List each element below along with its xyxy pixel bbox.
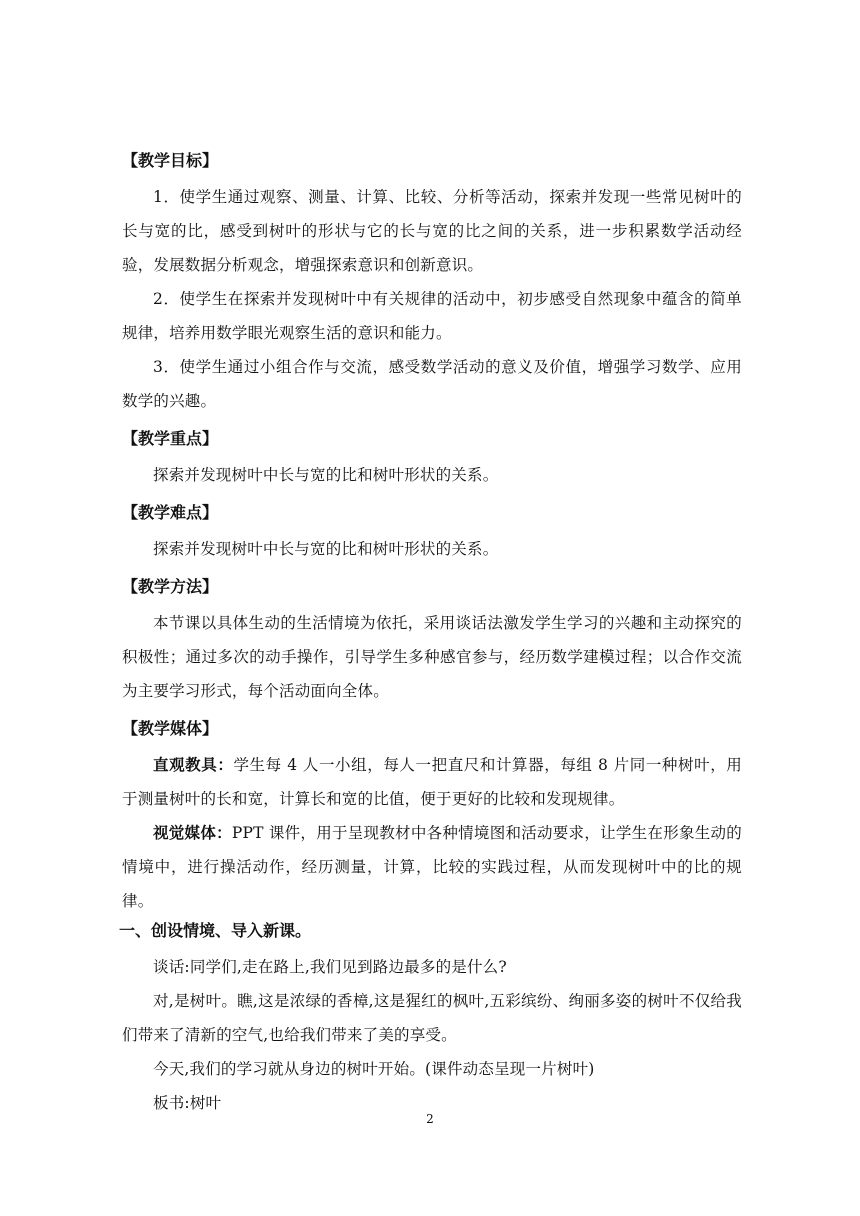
teaching-goals-heading: 【教学目标】: [122, 151, 219, 170]
media-visual-label: 视觉媒体：: [153, 824, 232, 842]
media-intuitive-paragraph: [122, 748, 742, 816]
media-visual-paragraph: [122, 816, 742, 918]
teaching-media-heading: 【教学媒体】: [122, 719, 219, 738]
teaching-difficulty-text: 探索并发现树叶中长与宽的比和树叶形状的关系。: [153, 540, 499, 558]
part-1-dialogue-1: 谈话:同学们,走在路上,我们见到路边最多的是什么?: [153, 958, 507, 976]
goal-2-paragraph: 2．使学生在探索并发现树叶中有关规律的活动中，初步感受自然现象中蕴含的简单规律，培养用数学眼光观察生活的意识和能力。: [122, 290, 742, 342]
teaching-method-text: 本节课以具体生动的生活情境为依托，采用谈话法激发学生学习的兴趣和主动探究的积极性；通过多次的动手操作，引导学生多种感官参与，经历数学建模过程；以合作交流为主要学习形式，每个活动面向全体。: [122, 614, 742, 700]
part-1-heading: 一、创设情境、导入新课。: [119, 921, 312, 940]
page-content: [119, 146, 742, 1120]
media-intuitive-text: 学生每 4 人一小组，每人一把直尺和计算器，每组 8 片同一种树叶，用于测量树叶的长和宽，计算长和宽的比值，便于更好的比较和发现规律。: [122, 756, 742, 808]
media-visual-text: PPT 课件，用于呈现教材中各种情境图和活动要求，让学生在形象生动的情境中，进行操活动作，经历测量，计算，比较的实践过程，从而发现树叶中的比的规律。: [122, 824, 742, 910]
part-1-dialogue-3: 今天,我们的学习就从身边的树叶开始。(课件动态呈现一片树叶): [153, 1060, 595, 1078]
teaching-key-heading: 【教学重点】: [122, 429, 219, 448]
goal-1-paragraph: 1．使学生通过观察、测量、计算、比较、分析等活动，探索并发现一些常见树叶的长与宽的比，感受到树叶的形状与它的长与宽的比之间的关系，进一步积累数学活动经验，发展数据分析观念，增强探索意识和创新意识。: [122, 188, 742, 274]
teaching-difficulty-heading: 【教学难点】: [122, 503, 219, 522]
media-intuitive-label: 直观教具：: [153, 756, 234, 774]
part-1-dialogue-2: 对,是树叶。瞧,这是浓绿的香樟,这是猩红的枫叶,五彩缤纷、绚丽多姿的树叶不仅给我们带来了清新的空气,也给我们带来了美的享受。: [122, 992, 742, 1044]
goal-3-paragraph: 3．使学生通过小组合作与交流，感受数学活动的意义及价值，增强学习数学、应用数学的兴趣。: [122, 358, 742, 410]
teaching-method-heading: 【教学方法】: [122, 577, 219, 596]
part-1-board-writing: 板书:树叶: [153, 1094, 222, 1112]
teaching-key-text: 探索并发现树叶中长与宽的比和树叶形状的关系。: [153, 466, 499, 484]
page-number: 2: [426, 1112, 434, 1126]
